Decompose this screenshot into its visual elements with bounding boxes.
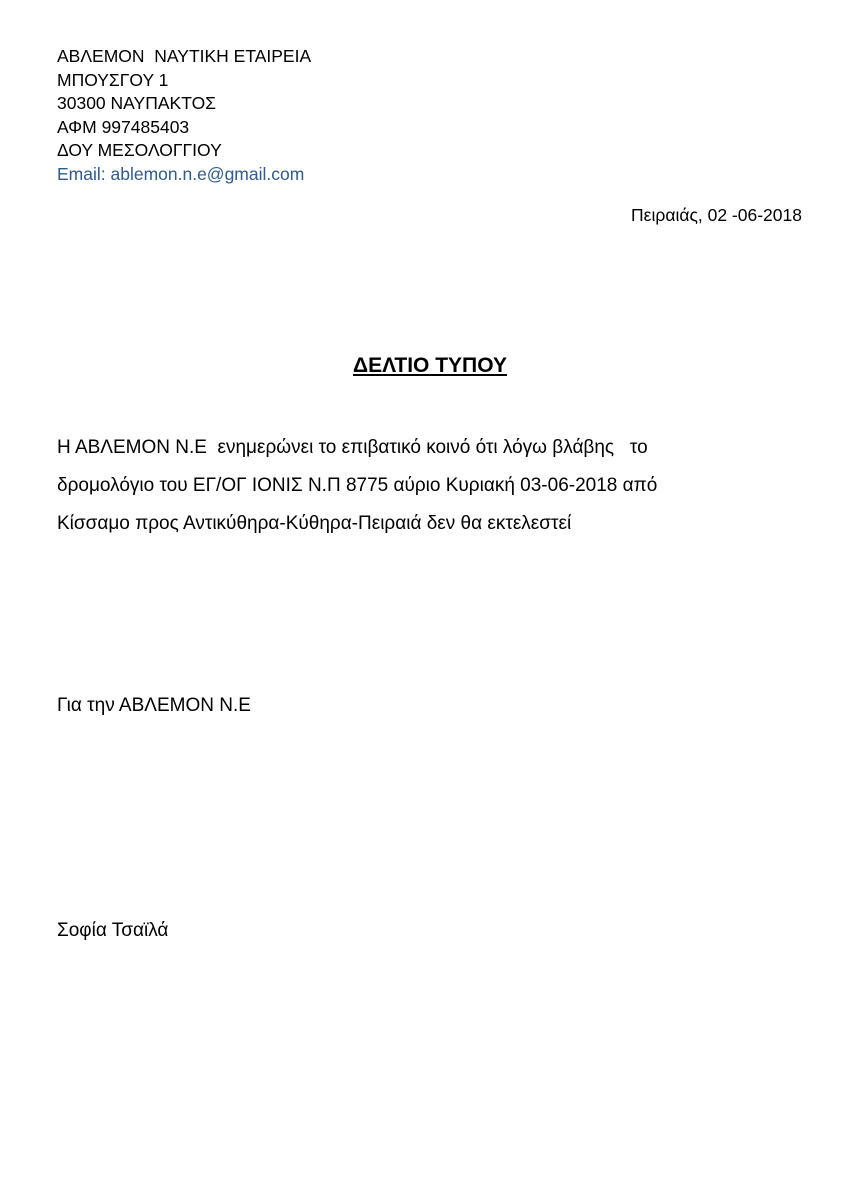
signoff: Για την ΑΒΛΕΜΟΝ Ν.Ε (57, 695, 251, 716)
body-line-2: δρομολόγιο του ΕΓ/ΟΓ ΙΟΝΙΣ Ν.Π 8775 αύριο Κυριακή 03-06-2018 από (57, 475, 658, 496)
place-date: Πειραιάς, 02 -06-2018 (631, 205, 802, 225)
announcement-body (57, 429, 817, 543)
body-line-3: Κίσσαμο προς Αντικύθηρα-Κύθηρα-Πειραιά δεν θα εκτελεστεί (57, 513, 572, 534)
tax-office: ΔΟΥ ΜΕΣΟΛΟΓΓΙΟΥ (57, 140, 222, 161)
document-title: ΔΕΛΤΙΟ ΤΥΠΟΥ (353, 354, 507, 377)
body-line-1: Η ΑΒΛΕΜΟΝ Ν.Ε ενημερώνει το επιβατικό κοινό ότι λόγω βλάβης το (57, 437, 648, 458)
signatory-name: Σοφία Τσαϊλά (57, 920, 169, 941)
email-line: Email: ablemon.n.e@gmail.com (57, 163, 305, 184)
company-name: ΑΒΛΕΜΟΝ ΝΑΥΤΙΚΗ ΕΤΑΙΡΕΙΑ (57, 46, 312, 66)
city-address: 30300 ΝΑΥΠΑΚΤΟΣ (57, 93, 216, 114)
street-address: ΜΠΟΥΣΓΟΥ 1 (57, 69, 169, 90)
letterhead (57, 45, 311, 187)
tax-id: ΑΦΜ 997485403 (57, 116, 190, 137)
